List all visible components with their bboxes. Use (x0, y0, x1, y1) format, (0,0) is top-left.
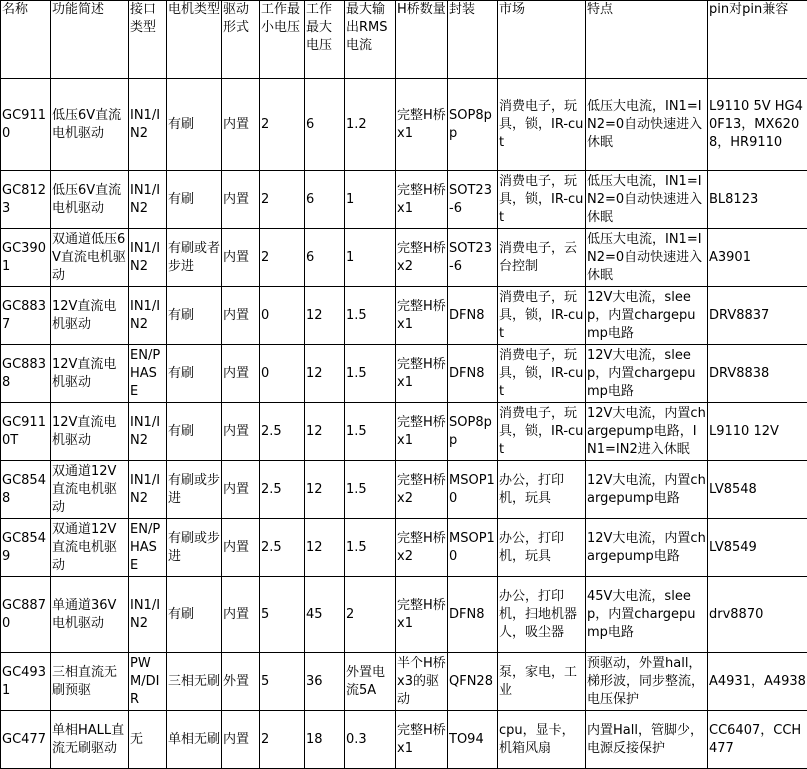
function-cell: 双通道12V直流电机驱动 (51, 519, 129, 577)
compatible-cell: CC6407，CCH477 (708, 711, 807, 769)
features-cell: 低压大电流，IN1=IN2=0自动快速进入休眠 (586, 79, 708, 171)
compatible-cell: DRV8838 (708, 345, 807, 403)
interface-cell: IN1/IN2 (129, 577, 167, 653)
header-cell: pin对pin兼容 (708, 1, 807, 79)
interface-cell: IN1/IN2 (129, 79, 167, 171)
interface-cell: 无 (129, 711, 167, 769)
h-bridge-cell: 完整H桥 x1 (396, 171, 448, 229)
market-cell: 办公，打印机，玩具 (498, 519, 586, 577)
package-cell: DFN8 (448, 287, 498, 345)
interface-cell: EN/PHASE (129, 519, 167, 577)
market-cell: 消费电子，玩具，锁，IR-cut (498, 287, 586, 345)
features-cell: 内置Hall，管脚少，电源反接保护 (586, 711, 708, 769)
motor-type-cell: 有刷或步进 (167, 519, 222, 577)
part-number-cell: GC8838 (1, 345, 51, 403)
h-bridge-cell: 完整H桥 x1 (396, 287, 448, 345)
table-row (1, 79, 807, 171)
min-voltage-cell: 0 (260, 345, 305, 403)
part-number-cell: GC8837 (1, 287, 51, 345)
compatible-cell: A3901 (708, 229, 807, 287)
market-cell: 消费电子，云台控制 (498, 229, 586, 287)
h-bridge-cell: 完整H桥 x1 (396, 345, 448, 403)
min-voltage-cell: 2.5 (260, 519, 305, 577)
drive-form-cell: 内置 (222, 287, 260, 345)
interface-cell: IN1/IN2 (129, 171, 167, 229)
h-bridge-cell: 完整H桥 x1 (396, 577, 448, 653)
part-number-cell: GC3901 (1, 229, 51, 287)
features-cell: 预驱动，外置hall，梯形波，同步整流，电压保护 (586, 653, 708, 711)
max-current-cell: 外置电流5A (345, 653, 396, 711)
part-number-cell: GC8123 (1, 171, 51, 229)
table-row (1, 653, 807, 711)
motor-type-cell: 有刷 (167, 287, 222, 345)
drive-form-cell: 内置 (222, 229, 260, 287)
package-cell: SOT23-6 (448, 229, 498, 287)
part-number-cell: GC8549 (1, 519, 51, 577)
function-cell: 单相HALL直流无刷驱动 (51, 711, 129, 769)
max-voltage-cell: 6 (305, 79, 345, 171)
h-bridge-cell: 完整H桥 x2 (396, 461, 448, 519)
header-cell: 接口类型 (129, 1, 167, 79)
part-number-cell: GC9110T (1, 403, 51, 461)
package-cell: MSOP10 (448, 461, 498, 519)
features-cell: 12V大电流，sleep，内置chargepump电路 (586, 287, 708, 345)
table-row (1, 171, 807, 229)
table-row (1, 345, 807, 403)
compatible-cell: LV8548 (708, 461, 807, 519)
drive-form-cell: 内置 (222, 171, 260, 229)
interface-cell: IN1/IN2 (129, 461, 167, 519)
header-cell: 特点 (586, 1, 708, 79)
max-voltage-cell: 6 (305, 171, 345, 229)
market-cell: cpu，显卡，机箱风扇 (498, 711, 586, 769)
market-cell: 消费电子，玩具，锁，IR-cut (498, 171, 586, 229)
h-bridge-cell: 完整H桥 x2 (396, 519, 448, 577)
function-cell: 双通道12V直流电机驱动 (51, 461, 129, 519)
min-voltage-cell: 2.5 (260, 403, 305, 461)
interface-cell: EN/PHASE (129, 345, 167, 403)
table-row (1, 461, 807, 519)
max-voltage-cell: 12 (305, 345, 345, 403)
market-cell: 消费电子，玩具，锁，IR-cut (498, 345, 586, 403)
max-voltage-cell: 36 (305, 653, 345, 711)
motor-type-cell: 有刷 (167, 79, 222, 171)
compatible-cell: A4931，A4938 (708, 653, 807, 711)
header-cell: 功能简述 (51, 1, 129, 79)
max-voltage-cell: 45 (305, 577, 345, 653)
features-cell: 12V大电流，sleep，内置chargepump电路 (586, 345, 708, 403)
motor-type-cell: 有刷或步进 (167, 461, 222, 519)
h-bridge-cell: 完整H桥 x1 (396, 79, 448, 171)
motor-type-cell: 有刷 (167, 403, 222, 461)
min-voltage-cell: 2 (260, 711, 305, 769)
header-cell: 最大输出RMS电流 (345, 1, 396, 79)
function-cell: 低压6V直流电机驱动 (51, 171, 129, 229)
package-cell: SOP8pp (448, 403, 498, 461)
min-voltage-cell: 2.5 (260, 461, 305, 519)
min-voltage-cell: 2 (260, 229, 305, 287)
drive-form-cell: 内置 (222, 345, 260, 403)
part-number-cell: GC8548 (1, 461, 51, 519)
part-number-cell: GC477 (1, 711, 51, 769)
max-voltage-cell: 6 (305, 229, 345, 287)
market-cell: 泵，家电，工业 (498, 653, 586, 711)
drive-form-cell: 内置 (222, 711, 260, 769)
min-voltage-cell: 2 (260, 79, 305, 171)
package-cell: QFN28 (448, 653, 498, 711)
function-cell: 12V直流电机驱动 (51, 345, 129, 403)
features-cell: 低压大电流，IN1=IN2=0自动快速进入休眠 (586, 171, 708, 229)
max-voltage-cell: 18 (305, 711, 345, 769)
market-cell: 办公，打印机，玩具 (498, 461, 586, 519)
market-cell: 消费电子，玩具，锁，IR-cut (498, 403, 586, 461)
table-row (1, 403, 807, 461)
motor-type-cell: 有刷 (167, 577, 222, 653)
package-cell: DFN8 (448, 345, 498, 403)
h-bridge-cell: 完整H桥 x1 (396, 711, 448, 769)
max-current-cell: 1.5 (345, 461, 396, 519)
motor-type-cell: 三相无刷 (167, 653, 222, 711)
drive-form-cell: 内置 (222, 79, 260, 171)
max-voltage-cell: 12 (305, 519, 345, 577)
table-row (1, 287, 807, 345)
max-voltage-cell: 12 (305, 287, 345, 345)
features-cell: 12V大电流，内置chargepump电路 (586, 519, 708, 577)
table-row (1, 711, 807, 769)
interface-cell: IN1/IN2 (129, 403, 167, 461)
min-voltage-cell: 5 (260, 577, 305, 653)
header-cell: 名称 (1, 1, 51, 79)
max-current-cell: 0.3 (345, 711, 396, 769)
motor-type-cell: 有刷 (167, 171, 222, 229)
table-row (1, 577, 807, 653)
function-cell: 双通道低压6V直流电机驱动 (51, 229, 129, 287)
min-voltage-cell: 5 (260, 653, 305, 711)
motor-type-cell: 单相无刷 (167, 711, 222, 769)
min-voltage-cell: 0 (260, 287, 305, 345)
header-cell: H桥数量 (396, 1, 448, 79)
market-cell: 办公，打印机，扫地机器人，吸尘器 (498, 577, 586, 653)
h-bridge-cell: 完整H桥 x2 (396, 229, 448, 287)
header-cell: 驱动形式 (222, 1, 260, 79)
package-cell: TO94 (448, 711, 498, 769)
features-cell: 低压大电流，IN1=IN2=0自动快速进入休眠 (586, 229, 708, 287)
interface-cell: IN1/IN2 (129, 229, 167, 287)
function-cell: 单通道36V电机驱动 (51, 577, 129, 653)
header-cell: 市场 (498, 1, 586, 79)
interface-cell: IN1/IN2 (129, 287, 167, 345)
features-cell: 12V大电流，内置chargepump电路 (586, 461, 708, 519)
interface-cell: PWM/DIR (129, 653, 167, 711)
function-cell: 12V直流电机驱动 (51, 403, 129, 461)
compatible-cell: L9110 12V (708, 403, 807, 461)
function-cell: 低压6V直流电机驱动 (51, 79, 129, 171)
max-voltage-cell: 12 (305, 403, 345, 461)
table-row (1, 229, 807, 287)
max-current-cell: 1.5 (345, 345, 396, 403)
header-row (1, 1, 807, 79)
max-current-cell: 1.5 (345, 403, 396, 461)
header-cell: 工作最大电压 (305, 1, 345, 79)
compatible-cell: LV8549 (708, 519, 807, 577)
header-cell: 电机类型 (167, 1, 222, 79)
max-current-cell: 1 (345, 171, 396, 229)
h-bridge-cell: 完整H桥 x1 (396, 403, 448, 461)
drive-form-cell: 内置 (222, 577, 260, 653)
max-current-cell: 1.5 (345, 519, 396, 577)
header-cell: 工作最小电压 (260, 1, 305, 79)
compatible-cell: L9110 5V HG40F13，MX6208，HR9110 (708, 79, 807, 171)
function-cell: 三相直流无刷预驱 (51, 653, 129, 711)
motor-type-cell: 有刷或者步进 (167, 229, 222, 287)
features-cell: 45V大电流，sleep，内置chargepump电路 (586, 577, 708, 653)
header-cell: 封装 (448, 1, 498, 79)
h-bridge-cell: 半个H桥 x3的驱动 (396, 653, 448, 711)
features-cell: 12V大电流，内置chargepump电路，IN1=IN2进入休眠 (586, 403, 708, 461)
drive-form-cell: 外置 (222, 653, 260, 711)
compatible-cell: drv8870 (708, 577, 807, 653)
package-cell: MSOP10 (448, 519, 498, 577)
part-number-cell: GC8870 (1, 577, 51, 653)
drive-form-cell: 内置 (222, 519, 260, 577)
max-current-cell: 1.5 (345, 287, 396, 345)
max-voltage-cell: 12 (305, 461, 345, 519)
market-cell: 消费电子，玩具，锁，IR-cut (498, 79, 586, 171)
max-current-cell: 1.2 (345, 79, 396, 171)
function-cell: 12V直流电机驱动 (51, 287, 129, 345)
package-cell: SOP8pp (448, 79, 498, 171)
drive-form-cell: 内置 (222, 403, 260, 461)
max-current-cell: 2 (345, 577, 396, 653)
compatible-cell: DRV8837 (708, 287, 807, 345)
drive-form-cell: 内置 (222, 461, 260, 519)
motor-type-cell: 有刷 (167, 345, 222, 403)
package-cell: DFN8 (448, 577, 498, 653)
compatible-cell: BL8123 (708, 171, 807, 229)
part-number-cell: GC9110 (1, 79, 51, 171)
max-current-cell: 1 (345, 229, 396, 287)
package-cell: SOT23-6 (448, 171, 498, 229)
table-row (1, 519, 807, 577)
part-number-cell: GC4931 (1, 653, 51, 711)
min-voltage-cell: 2 (260, 171, 305, 229)
